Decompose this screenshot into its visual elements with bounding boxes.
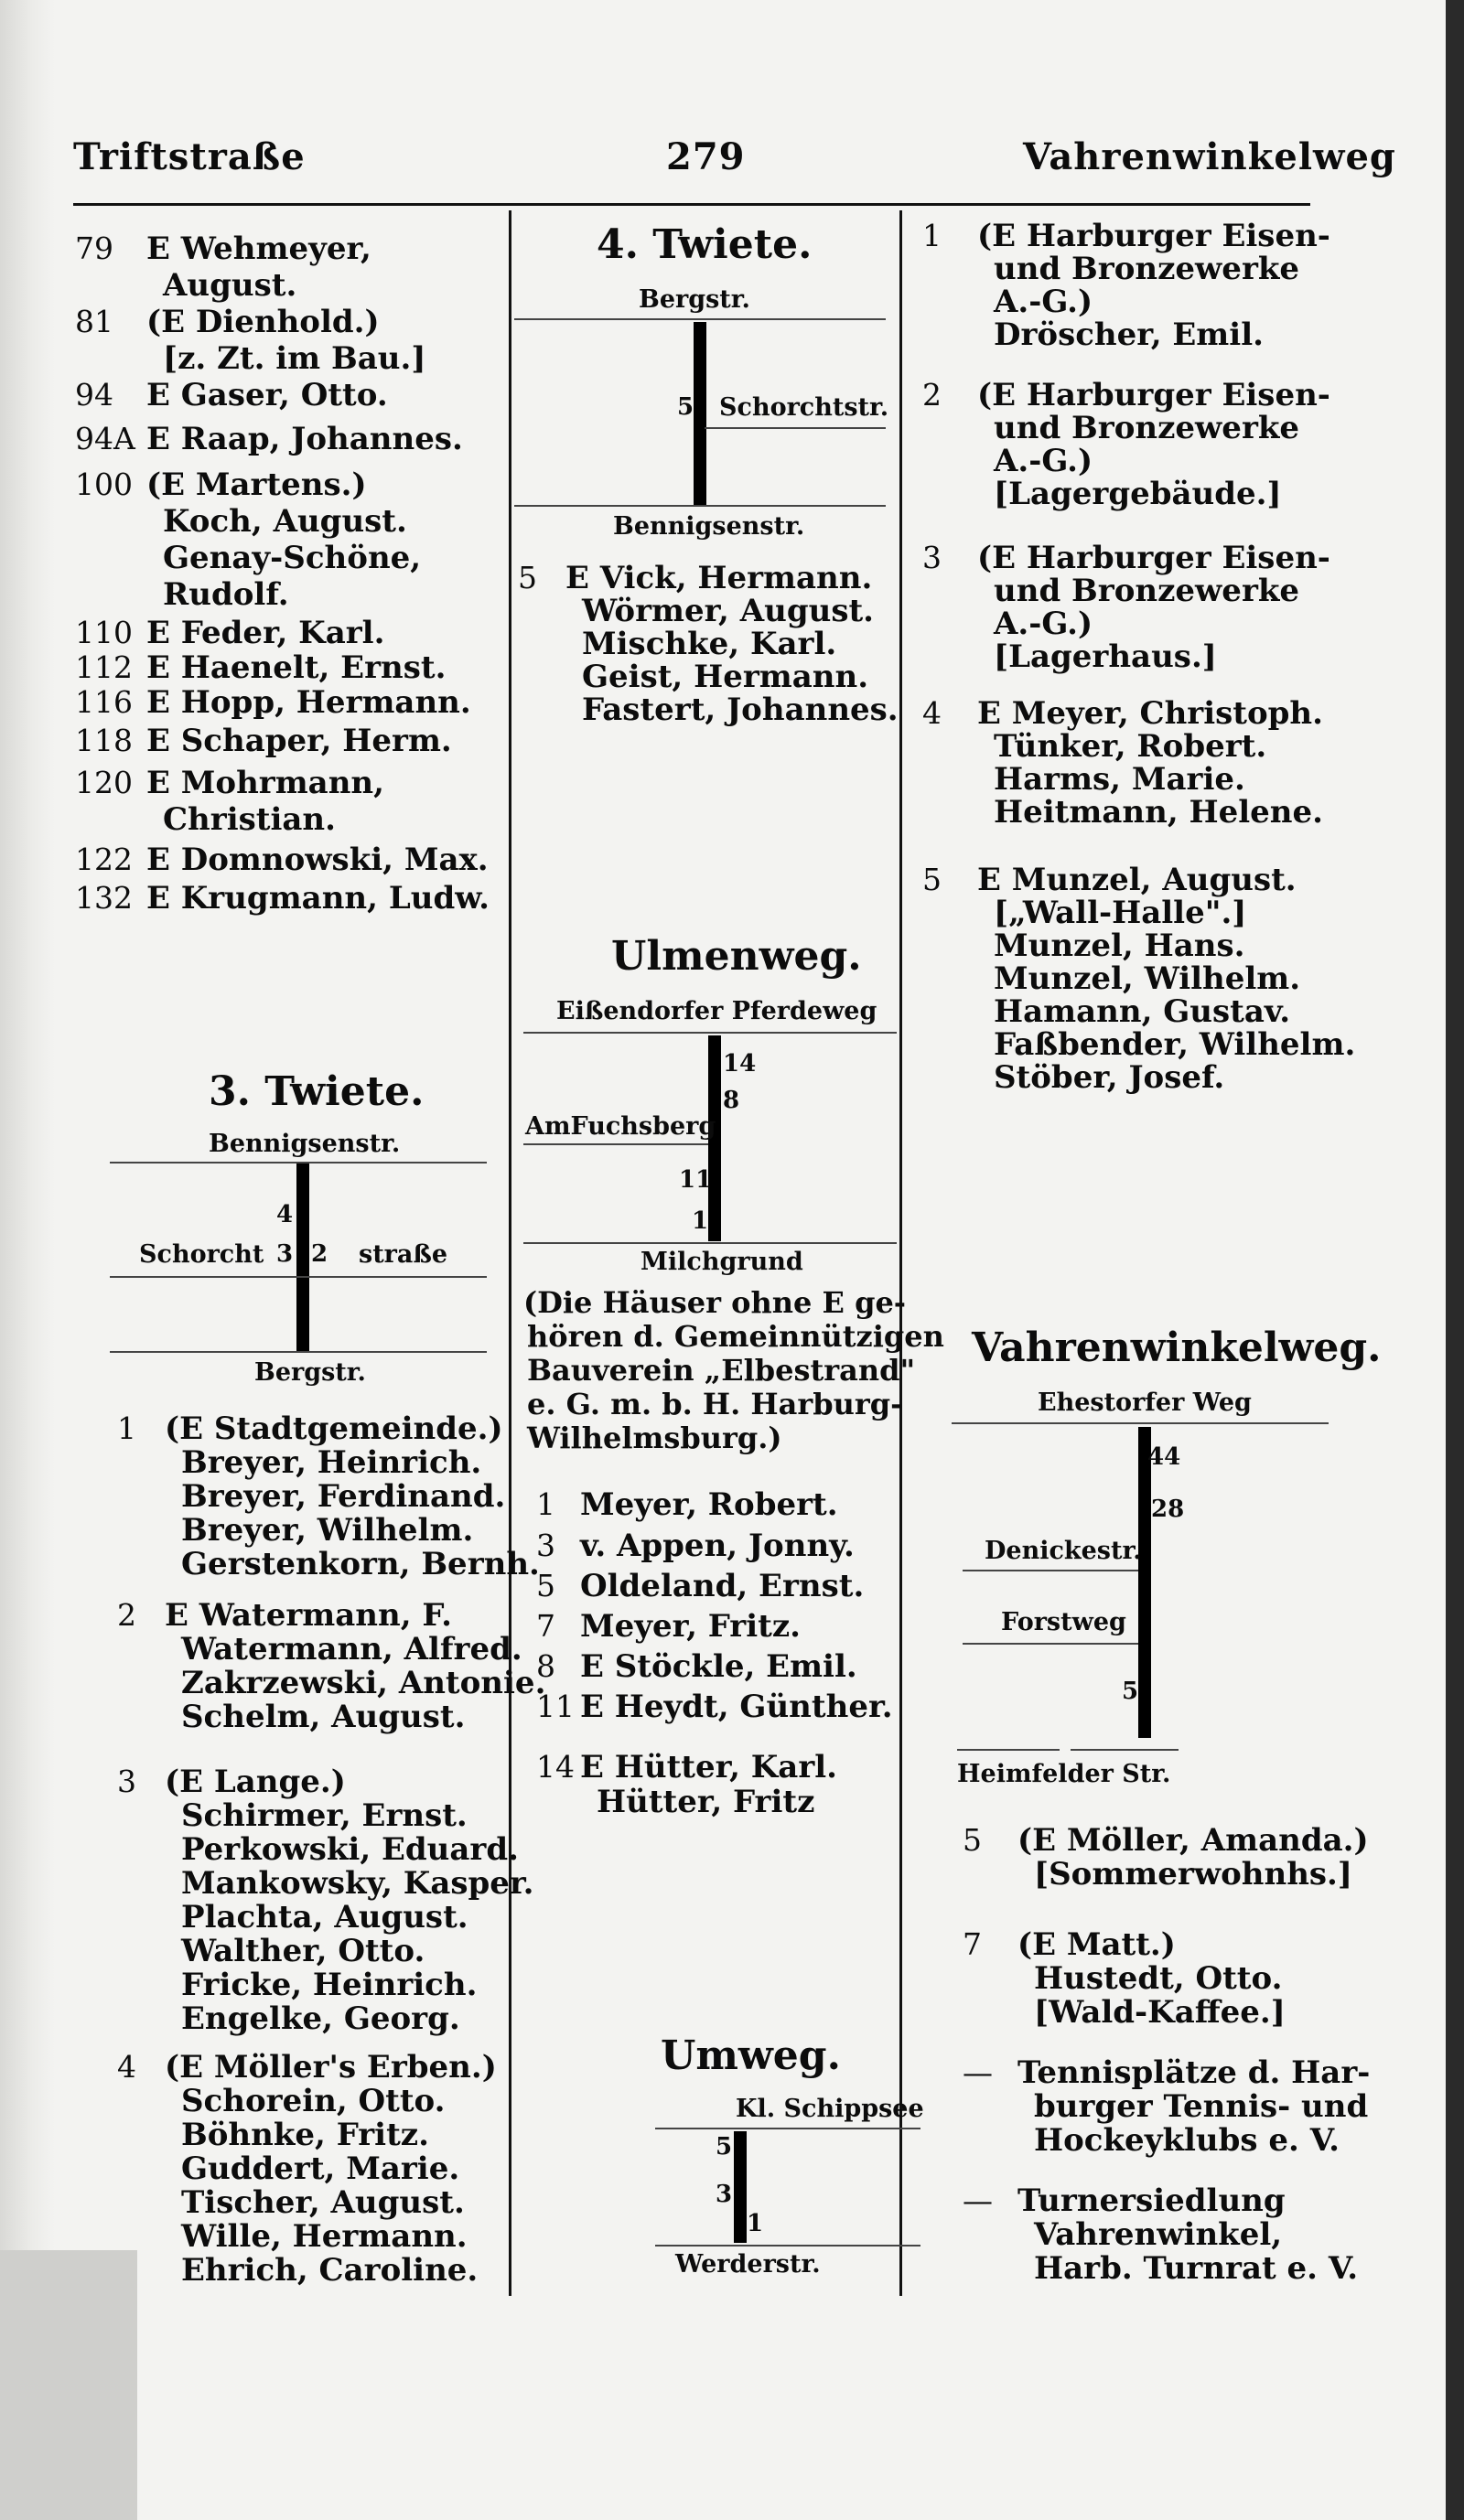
- ulmenweg-bottom-street: Milchgrund: [640, 1248, 803, 1276]
- vahrenwinkelweg-title: Vahrenwinkelweg.: [972, 1324, 1382, 1371]
- entry-line: [z. Zt. im Bau.]: [163, 340, 426, 377]
- entry-line: Heitmann, Helene.: [994, 794, 1323, 831]
- entry-line: Hütter, Fritz: [597, 1784, 815, 1820]
- entry-number: 122: [75, 842, 133, 877]
- entry-line: Koch, August.: [163, 503, 407, 540]
- entry-line: E Heydt, Günther.: [580, 1689, 893, 1725]
- entry-line: E Mohrmann,: [146, 765, 384, 801]
- entry-line: Gerstenkorn, Bernh.: [181, 1546, 540, 1582]
- twiete4-number-5: 5: [677, 393, 694, 421]
- twiete3-bottom-street: Bergstr.: [254, 1358, 366, 1387]
- entry-number: 14: [536, 1749, 575, 1785]
- entry-line: Hamann, Gustav.: [994, 993, 1291, 1030]
- entry-line: burger Tennis- und: [1034, 2088, 1369, 2125]
- entry-line: Walther, Otto.: [181, 1933, 425, 1969]
- entry-line: Plachta, August.: [181, 1899, 468, 1936]
- entry-number: 110: [75, 615, 133, 650]
- entry-line: Hockeyklubs e. V.: [1034, 2122, 1340, 2159]
- umweg-bottom-line: [655, 2245, 920, 2247]
- entry-line: Stöber, Josef.: [994, 1059, 1225, 1096]
- entry-line: (E Möller's Erben.): [165, 2049, 497, 2086]
- entry-number: 100: [75, 466, 133, 502]
- umweg-number-5: 5: [716, 2133, 733, 2161]
- note-line: Wilhelmsburg.): [527, 1421, 782, 1455]
- entry-line: und Bronzewerke: [994, 573, 1300, 609]
- entry-line: Hustedt, Otto.: [1034, 1960, 1283, 1997]
- entry-line: Harb. Turnrat e. V.: [1034, 2250, 1359, 2287]
- entry-number: 7: [536, 1608, 555, 1644]
- entry-line: Oldeland, Ernst.: [580, 1568, 865, 1604]
- umweg-top-line: [655, 2128, 920, 2129]
- vahrenwinkelweg-number-44: 44: [1147, 1443, 1181, 1471]
- entry-line: E Munzel, August.: [977, 862, 1297, 898]
- ulmenweg-number-8: 8: [723, 1087, 740, 1114]
- column-divider-2: [899, 210, 902, 2296]
- entry-line: Tennisplätze d. Har-: [1017, 2054, 1371, 2091]
- entry-number: 120: [75, 765, 133, 800]
- vahrenwinkelweg-street-bar: [1138, 1427, 1151, 1738]
- ulmenweg-number-14: 14: [723, 1050, 757, 1078]
- entry-line: Fastert, Johannes.: [582, 692, 899, 728]
- entry-line: Böhnke, Fritz.: [181, 2117, 429, 2153]
- entry-line: E Krugmann, Ludw.: [146, 880, 490, 917]
- umweg-top-street: Kl. Schippsee: [736, 2095, 924, 2123]
- entry-line: Dröscher, Emil.: [994, 316, 1264, 353]
- entry-line: August.: [163, 267, 297, 304]
- umweg-bottom-street: Werderstr.: [675, 2250, 821, 2279]
- vahrenwinkelweg-side-street-1: Denickestr.: [985, 1537, 1142, 1565]
- entry-line: E Hopp, Hermann.: [146, 684, 471, 721]
- entry-line: Schirmer, Ernst.: [181, 1797, 468, 1834]
- entry-line: und Bronzewerke: [994, 251, 1300, 287]
- twiete3-left-street: Schorcht: [139, 1240, 264, 1269]
- vahrenwinkelweg-side-line-2: [963, 1643, 1138, 1645]
- vahrenwinkelweg-bottom-street: Heimfelder Str.: [957, 1760, 1171, 1788]
- entry-number: —: [963, 2054, 993, 2090]
- ulmenweg-title: Ulmenweg.: [611, 933, 862, 980]
- entry-number: 3: [922, 540, 942, 575]
- page-edge-right: [1446, 0, 1464, 2520]
- entry-line: Perkowski, Eduard.: [181, 1831, 519, 1868]
- entry-number: 2: [922, 377, 942, 413]
- ulmenweg-number-11: 11: [679, 1166, 713, 1194]
- entry-line: Tünker, Robert.: [994, 728, 1267, 765]
- entry-number: 2: [117, 1597, 136, 1633]
- twiete3-right-street: straße: [359, 1240, 448, 1269]
- entry-number: 4: [922, 695, 942, 731]
- entry-number: 132: [75, 880, 133, 916]
- entry-number: 94: [75, 377, 113, 413]
- entry-line: E Schaper, Herm.: [146, 723, 452, 759]
- entry-line: Vahrenwinkel,: [1034, 2216, 1283, 2253]
- entry-line: E Gaser, Otto.: [146, 377, 388, 413]
- entry-line: (E Dienhold.): [146, 304, 380, 340]
- entry-number: 7: [963, 1926, 982, 1962]
- vahrenwinkelweg-side-line-1: [963, 1570, 1138, 1571]
- entry-line: [Sommerwohnhs.]: [1034, 1856, 1352, 1893]
- twiete4-bottom-line: [514, 505, 886, 507]
- header-rule: [73, 203, 1310, 206]
- entry-line: E Domnowski, Max.: [146, 842, 489, 878]
- entry-number: 94A: [75, 421, 135, 456]
- entry-number: 11: [536, 1689, 575, 1724]
- entry-number: 1: [536, 1486, 555, 1522]
- vahrenwinkelweg-bottom-line-2: [1071, 1749, 1179, 1751]
- twiete3-street-bar: [296, 1163, 309, 1351]
- entry-line: A.-G.): [994, 284, 1093, 320]
- entry-line: Watermann, Alfred.: [181, 1631, 522, 1667]
- twiete4-title: 4. Twiete.: [597, 221, 813, 268]
- entry-line: E Feder, Karl.: [146, 615, 385, 651]
- entry-line: Meyer, Fritz.: [580, 1608, 801, 1645]
- ulmenweg-number-1: 1: [692, 1207, 709, 1235]
- note-line: Bauverein „Elbestrand": [527, 1353, 916, 1388]
- vahrenwinkelweg-number-5: 5: [1122, 1678, 1139, 1705]
- page-edge-bottom-left: [0, 2250, 137, 2520]
- entry-line: Meyer, Robert.: [580, 1486, 838, 1523]
- entry-line: Mischke, Karl.: [582, 626, 837, 662]
- entry-line: [Lagerhaus.]: [994, 638, 1217, 675]
- entry-line: E Watermann, F.: [165, 1597, 452, 1634]
- entry-line: Breyer, Ferdinand.: [181, 1478, 506, 1515]
- umweg-number-1: 1: [747, 2210, 764, 2237]
- ulmenweg-bottom-line: [523, 1242, 897, 1244]
- twiete4-top-line: [514, 318, 886, 320]
- entry-number: 3: [536, 1528, 555, 1563]
- ulmenweg-top-street: Eißendorfer Pferdeweg: [556, 997, 877, 1025]
- entry-number: 5: [518, 560, 537, 595]
- entry-number: 116: [75, 684, 133, 720]
- entry-line: [Wald-Kaffee.]: [1034, 1994, 1286, 2031]
- twiete4-street-bar: [694, 322, 706, 505]
- entry-line: (E Stadtgemeinde.): [165, 1410, 503, 1447]
- vahrenwinkelweg-bottom-line-1: [957, 1749, 1060, 1751]
- entry-number: 81: [75, 304, 113, 339]
- vahrenwinkelweg-side-street-2: Forstweg: [1001, 1608, 1126, 1636]
- twiete3-bottom-line: [110, 1351, 487, 1353]
- entry-number: 4: [117, 2049, 136, 2085]
- entry-line: Engelke, Georg.: [181, 2000, 460, 2037]
- entry-line: (E Martens.): [146, 466, 367, 503]
- entry-line: E Raap, Johannes.: [146, 421, 463, 457]
- entry-line: (E Harburger Eisen-: [977, 540, 1330, 576]
- page-edge-left: [0, 0, 55, 2520]
- entry-line: (E Harburger Eisen-: [977, 377, 1330, 413]
- note-line: hören d. Gemeinnützigen: [527, 1319, 944, 1354]
- vahrenwinkelweg-top-line: [952, 1422, 1329, 1424]
- entry-line: v. Appen, Jonny.: [580, 1528, 855, 1564]
- entry-line: Munzel, Wilhelm.: [994, 960, 1301, 997]
- entry-number: 5: [963, 1822, 982, 1858]
- entry-number: 5: [536, 1568, 555, 1603]
- entry-line: Turnersiedlung: [1017, 2182, 1286, 2219]
- entry-line: Christian.: [163, 801, 336, 838]
- entry-line: Geist, Hermann.: [582, 659, 869, 695]
- entry-line: (E Lange.): [165, 1764, 346, 1800]
- entry-line: E Vick, Hermann.: [565, 560, 873, 596]
- entry-number: 8: [536, 1648, 555, 1684]
- entry-line: Faßbender, Wilhelm.: [994, 1026, 1356, 1063]
- umweg-street-bar: [734, 2131, 747, 2243]
- entry-line: Ehrich, Caroline.: [181, 2252, 479, 2289]
- entry-number: 1: [117, 1410, 136, 1446]
- umweg-title: Umweg.: [661, 2032, 841, 2079]
- twiete4-side-line: [705, 427, 886, 429]
- twiete3-cross-line: [110, 1276, 487, 1278]
- entry-line: (E Harburger Eisen-: [977, 218, 1330, 254]
- entry-line: Fricke, Heinrich.: [181, 1967, 478, 2003]
- entry-number: 3: [117, 1764, 136, 1799]
- twiete3-top-street: Bennigsenstr.: [209, 1130, 401, 1158]
- entry-line: [„Wall-Halle".]: [994, 895, 1247, 931]
- entry-number: 5: [922, 862, 942, 897]
- entry-line: Harms, Marie.: [994, 761, 1245, 798]
- ulmenweg-left-street: AmFuchsberg: [525, 1112, 716, 1141]
- entry-number: 79: [75, 231, 113, 266]
- entry-line: Mankowsky, Kasper.: [181, 1865, 534, 1902]
- entry-line: E Wehmeyer,: [146, 231, 371, 267]
- entry-line: Schorein, Otto.: [181, 2083, 446, 2119]
- twiete4-bottom-street: Bennigsenstr.: [613, 512, 805, 541]
- entry-line: Schelm, August.: [181, 1699, 466, 1735]
- entry-line: Wörmer, August.: [582, 593, 874, 629]
- twiete3-number-4: 4: [276, 1201, 294, 1228]
- twiete4-side-street: Schorchtstr.: [719, 393, 889, 422]
- entry-line: E Meyer, Christoph.: [977, 695, 1323, 732]
- ulmenweg-top-line: [523, 1032, 897, 1034]
- entry-number: 118: [75, 723, 133, 758]
- entry-line: Munzel, Hans.: [994, 928, 1245, 964]
- entry-number: 112: [75, 649, 133, 685]
- twiete3-title: 3. Twiete.: [209, 1068, 425, 1115]
- vahrenwinkelweg-top-street: Ehestorfer Weg: [1038, 1389, 1252, 1417]
- entry-line: E Hütter, Karl.: [580, 1749, 837, 1785]
- column-divider-1: [509, 210, 511, 2296]
- entry-line: E Stöckle, Emil.: [580, 1648, 857, 1685]
- running-head-left: Triftstraße: [73, 135, 306, 178]
- entry-number: 1: [922, 218, 942, 253]
- entry-line: und Bronzewerke: [994, 410, 1300, 446]
- entry-line: Rudolf.: [163, 576, 289, 613]
- entry-line: E Haenelt, Ernst.: [146, 649, 447, 686]
- vahrenwinkelweg-number-28: 28: [1151, 1496, 1185, 1523]
- running-head-right: Vahrenwinkelweg: [1023, 135, 1396, 178]
- entry-line: A.-G.): [994, 443, 1093, 479]
- entry-line: A.-G.): [994, 606, 1093, 642]
- entry-line: Genay-Schöne,: [163, 540, 422, 576]
- umweg-number-3: 3: [716, 2181, 733, 2208]
- twiete3-number-3: 3: [276, 1240, 294, 1268]
- entry-line: Breyer, Wilhelm.: [181, 1512, 474, 1549]
- entry-line: Breyer, Heinrich.: [181, 1444, 482, 1481]
- entry-number: —: [963, 2182, 993, 2218]
- entry-line: [Lagergebäude.]: [994, 476, 1282, 512]
- note-line: (Die Häuser ohne E ge-: [523, 1285, 907, 1320]
- entry-line: Zakrzewski, Antonie.: [181, 1665, 546, 1701]
- entry-line: Guddert, Marie.: [181, 2150, 460, 2187]
- page-number: 279: [666, 135, 746, 178]
- entry-line: (E Möller, Amanda.): [1017, 1822, 1369, 1859]
- note-line: e. G. m. b. H. Harburg-: [527, 1387, 903, 1421]
- twiete3-number-2: 2: [311, 1240, 328, 1268]
- twiete4-top-street: Bergstr.: [639, 285, 750, 314]
- entry-line: Tischer, August.: [181, 2184, 465, 2221]
- entry-line: Wille, Hermann.: [181, 2218, 468, 2255]
- entry-line: (E Matt.): [1017, 1926, 1176, 1963]
- ulmenweg-left-line: [523, 1143, 708, 1145]
